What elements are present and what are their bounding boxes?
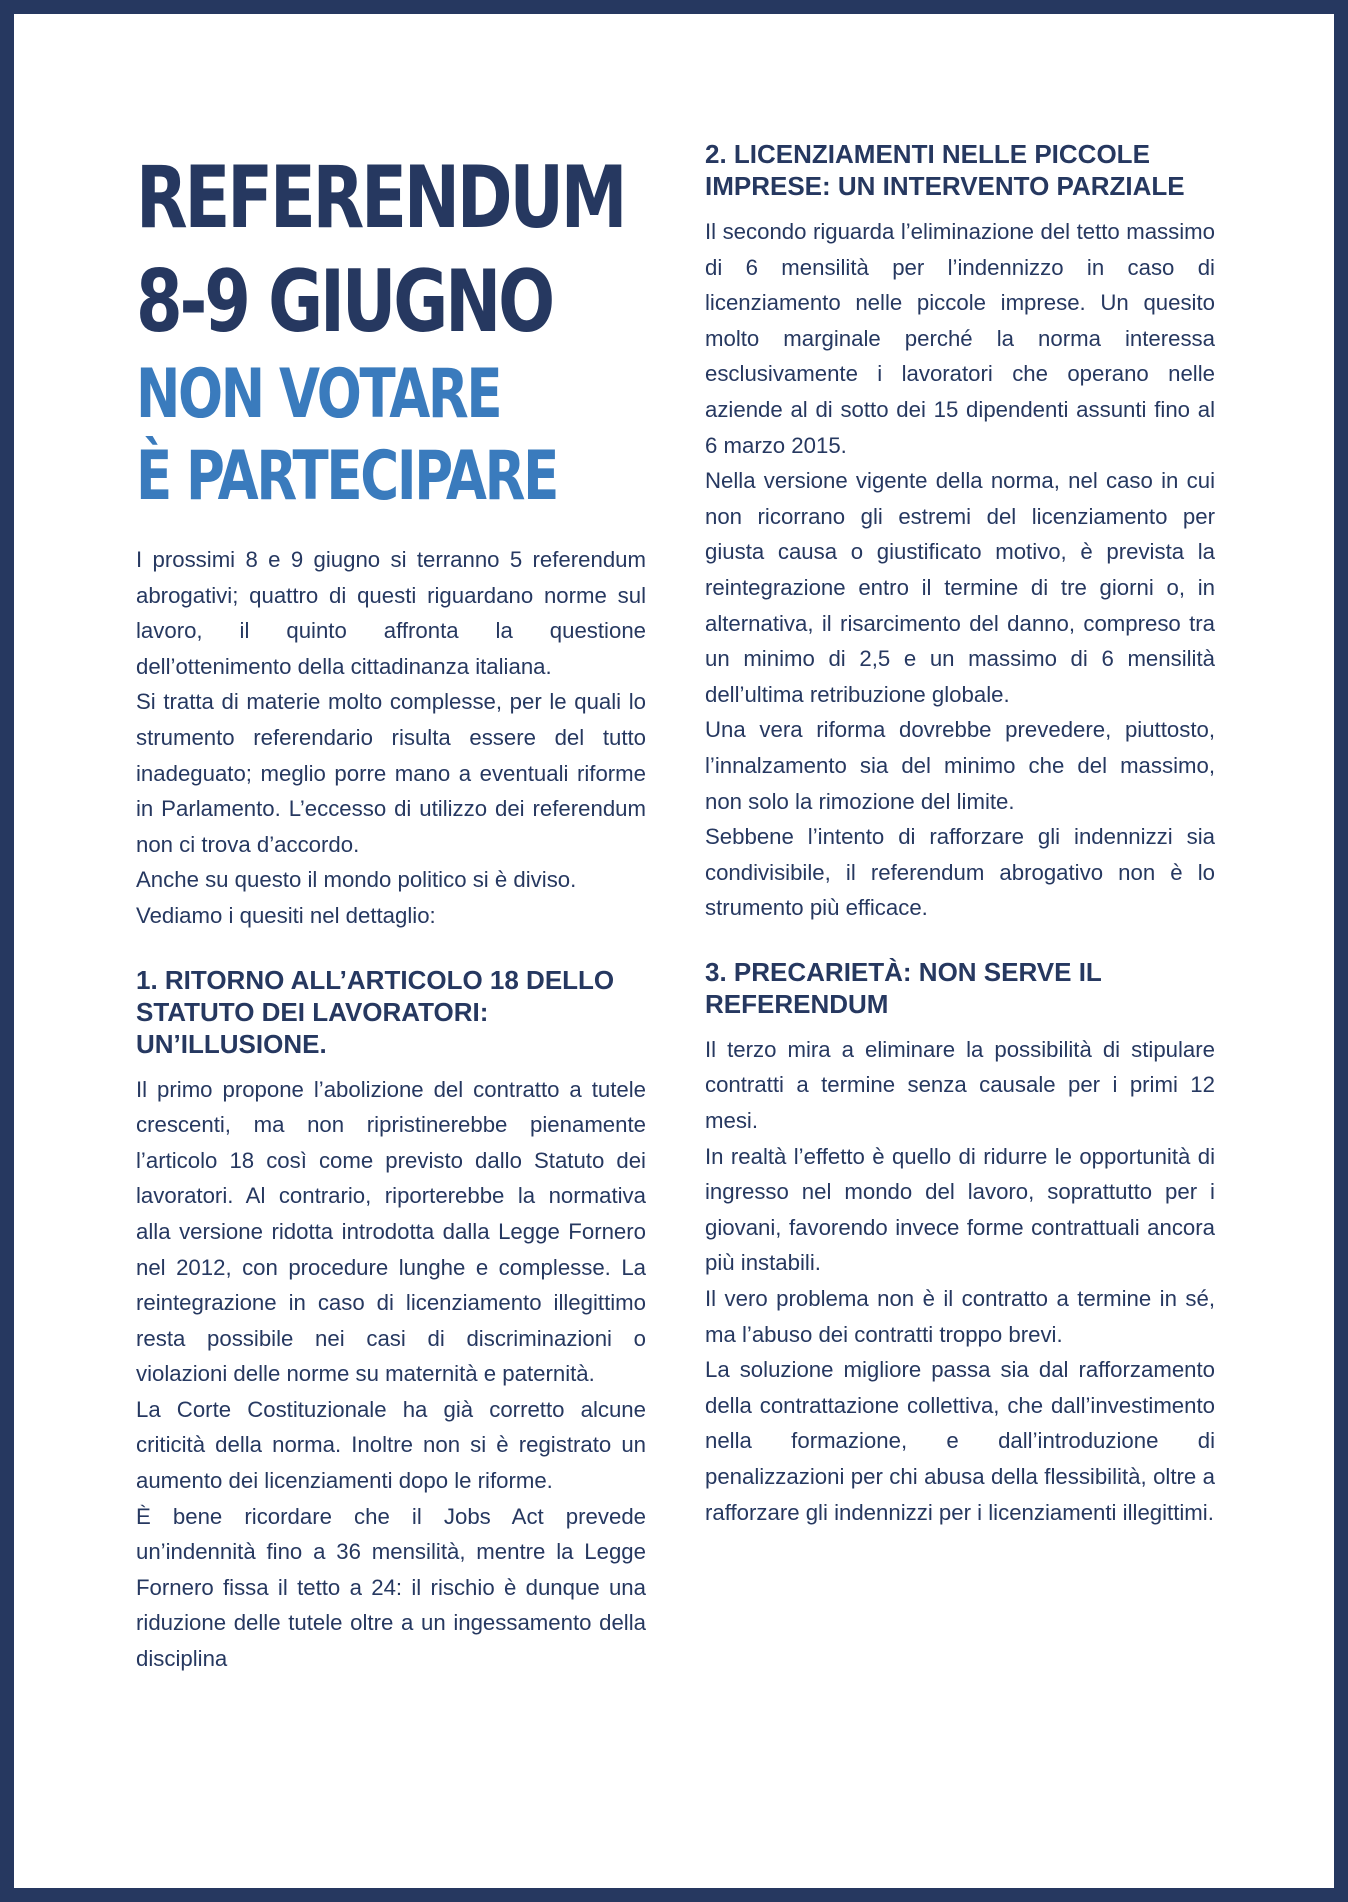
section-2-paragraph: Il secondo riguarda l’eliminazione del tetto massimo di 6 mensilità per l’indennizzo in caso di licenziamento nelle piccole imprese. Un quesito molto marginale perché la norma interessa esclusivamente i lavoratori che operano nelle aziende al di sotto dei 15 dipendenti assunti fino al 6 marzo 2015. [705,219,1215,458]
page-sheet [14,14,1334,1888]
section-3 [705,956,1215,1530]
subtitle-line-2: È PARTECIPARE [136,437,557,516]
section-2 [705,138,1215,926]
section-1-paragraph: Il primo propone l’abolizione del contratto a tutele crescenti, ma non ripristinerebbe pienamente l’articolo 18 così come previsto dallo Statuto dei lavoratori. Al contrario, riporterebbe la normativa alla versione ridotta introdotta dalla Legge Fornero nel 2012, con procedure lunghe e complesse. La reintegrazione in caso di licenziamento illegittimo resta possibile nei casi di discriminazioni o violazioni delle norme su maternità e paternità. [136,1076,646,1387]
section-3-paragraph: La soluzione migliore passa sia dal rafforzamento della contrattazione collettiva, che dall’investimento nella formazione, e dall’introduzione di penalizzazioni per chi abusa della flessibilità, oltre a rafforzare gli indennizzi per i licenziamenti illegittimi. [705,1357,1215,1525]
left-column [136,146,646,1677]
section-1-paragraph: La Corte Costituzionale ha già corretto alcune criticità della norma. Inoltre non si è registrato un aumento dei licenziamenti dopo le riforme. [136,1396,646,1494]
intro-text [136,542,646,934]
section-1-heading: 1. RITORNO ALL’ARTICOLO 18 DELLO STATUTO DEI LAVORATORI: UN’ILLUSIONE. [136,964,615,1059]
intro-paragraph: Anche su questo il mondo politico si è diviso. [136,867,577,893]
section-3-paragraph: Il terzo mira a eliminare la possibilità di stipulare contratti a termine senza causale per i primi 12 mesi. [705,1036,1215,1134]
intro-paragraph: Vediamo i quesiti nel dettaglio: [136,902,436,928]
title-line-1: REFERENDUM [136,148,625,248]
section-3-heading: 3. PRECARIETÀ: NON SERVE IL REFERENDUM [705,956,1102,1019]
subtitle-line-1: NON VOTARE [136,355,501,434]
title-block [136,146,646,518]
section-2-paragraph: Sebbene l’intento di rafforzare gli indennizzi sia condivisibile, il referendum abrogativo non è lo strumento più efficace. [705,824,1215,921]
section-3-paragraph: Il vero problema non è il contratto a termine in sé, ma l’abuso dei contratti troppo brevi. [705,1286,1215,1347]
section-1 [136,964,646,1677]
intro-paragraph: Si tratta di materie molto complesse, per le quali lo strumento referendario risulta essere del tutto inadeguato; meglio porre mano a eventuali riforme in Parlamento. L’eccesso di utilizzo dei referendum non ci trova d’accordo. [136,689,646,857]
section-2-heading: 2. LICENZIAMENTI NELLE PICCOLE IMPRESE: UN INTERVENTO PARZIALE [705,139,1185,201]
right-column [705,138,1215,1530]
section-1-paragraph: È bene ricordare che il Jobs Act prevede un’indennità fino a 36 mensilità, mentre la Legge Fornero fissa il tetto a 24: il rischio è dunque una riduzione delle tutele oltre a un ingessamento della disciplina [136,1503,646,1672]
section-2-paragraph: Nella versione vigente della norma, nel caso in cui non ricorrano gli estremi del licenziamento per giusta causa o giustificato motivo, è prevista la reintegrazione entro il termine di tre giorni o, in alternativa, il risarcimento del danno, compreso tra un minimo di 2,5 e un massimo di 6 mensilità dell’ultima retribuzione globale. [705,468,1215,707]
intro-paragraph: I prossimi 8 e 9 giugno si terranno 5 referendum abrogativi; quattro di questi riguardano norme sul lavoro, il quinto affronta la questione dell’ottenimento della cittadinanza italiana. [136,547,646,679]
section-3-paragraph: In realtà l’effetto è quello di ridurre le opportunità di ingresso nel mondo del lavoro, soprattutto per i giovani, favorendo invece forme contrattuali ancora più instabili. [705,1143,1215,1276]
title-line-2: 8-9 GIUGNO [136,252,553,352]
section-2-paragraph: Una vera riforma dovrebbe prevedere, piuttosto, l’innalzamento sia del minimo che del massimo, non solo la rimozione del limite. [705,717,1215,814]
